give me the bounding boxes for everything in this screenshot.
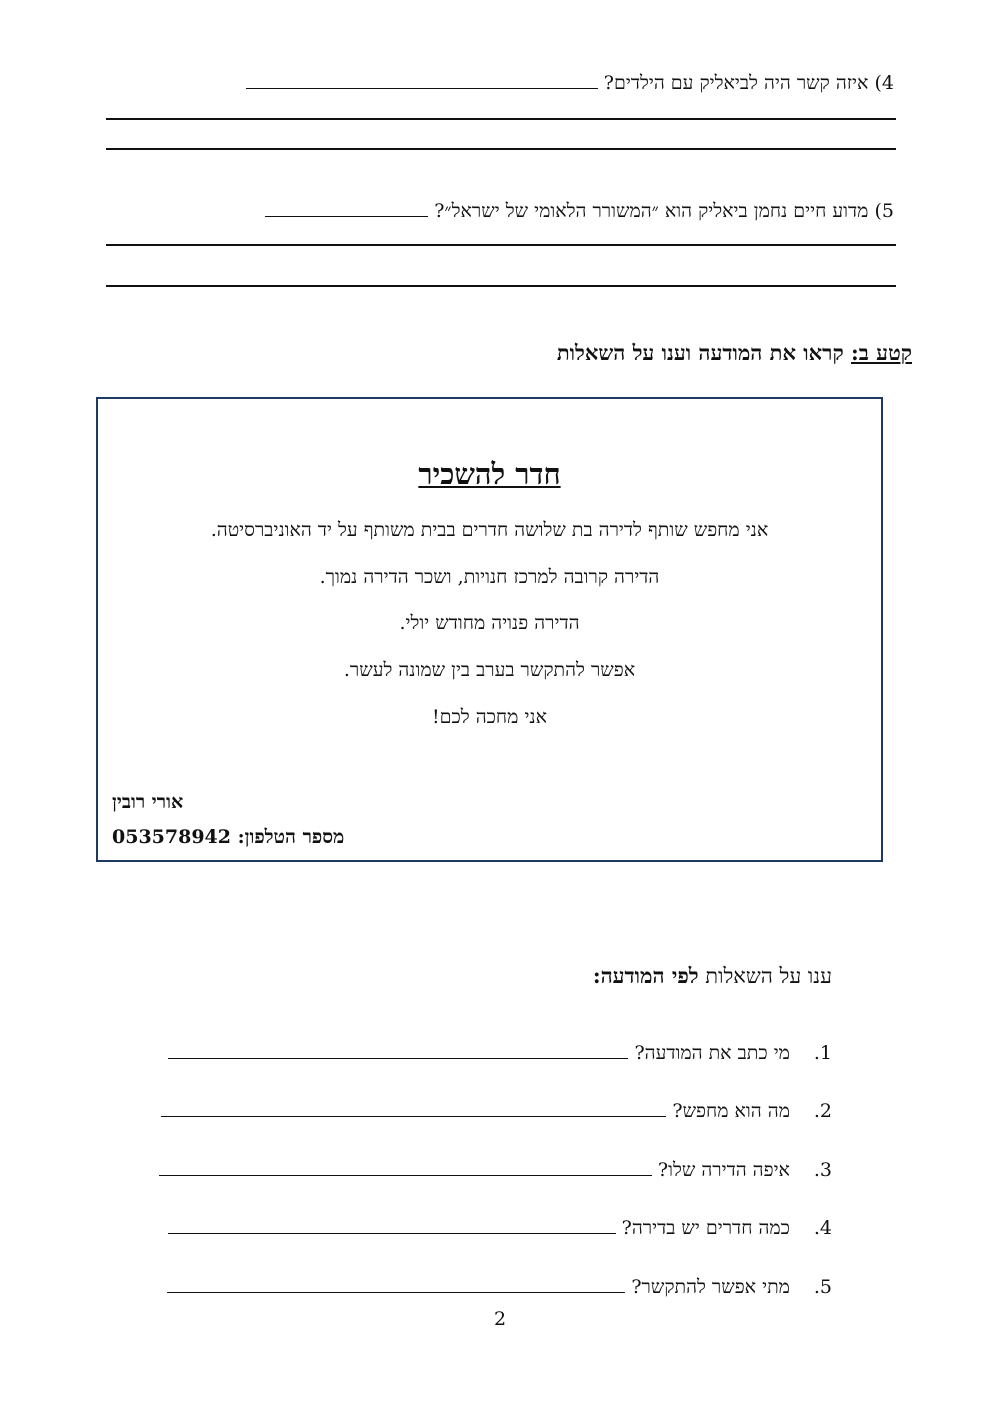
answer-blank[interactable] (168, 1215, 616, 1234)
answer-blank[interactable] (265, 198, 428, 217)
instructions-bold: לפי המודעה: (592, 963, 699, 988)
question-number: 4) (874, 72, 894, 94)
page-number: 2 (493, 1308, 507, 1330)
ad-line: הדירה פנויה מחודש יולי. (399, 612, 580, 634)
question-text: מתי אפשר להתקשר? (631, 1276, 790, 1298)
question-1 (168, 1040, 832, 1065)
question-text: מה הוא מחפש? (672, 1100, 790, 1122)
ad-line: אני מחכה לכם! (431, 706, 548, 728)
ad-phone (112, 826, 344, 849)
question-4 (168, 1215, 832, 1240)
question-4-top (246, 70, 894, 95)
question-text: מי כתב את המודעה? (634, 1042, 790, 1064)
question-number: 1. (813, 1042, 832, 1064)
answer-line[interactable] (106, 244, 896, 246)
ad-title: חדר להשכיר (418, 457, 561, 491)
question-5-top (265, 198, 894, 223)
ad-phone-label: מספר הטלפון: (237, 826, 345, 848)
answer-blank[interactable] (246, 70, 598, 89)
question-number: 5. (813, 1276, 832, 1298)
answer-blank[interactable] (159, 1157, 652, 1176)
question-3 (159, 1157, 832, 1182)
ad-line: הדירה קרובה למרכז חנויות, ושכר הדירה נמוך. (319, 566, 660, 588)
question-number: 2. (813, 1100, 832, 1122)
ad-line: אפשר להתקשר בערב בין שמונה לעשר. (343, 659, 636, 681)
question-text: איזה קשר היה לביאליק עם הילדים? (603, 72, 869, 94)
section-b-title: קראו את המודעה וענו על השאלות (556, 340, 844, 365)
answer-blank[interactable] (167, 1274, 625, 1293)
ad-line: אני מחפש שותף לדירה בת שלושה חדרים בבית משותף על יד האוניברסיטה. (210, 519, 769, 541)
questions-instructions (593, 963, 832, 989)
answer-blank[interactable] (168, 1040, 628, 1059)
section-b-label: קטע ב: (851, 340, 912, 365)
question-2 (161, 1098, 832, 1123)
answer-line[interactable] (106, 285, 896, 287)
ad-signature-name: אורי רובין (112, 791, 184, 813)
question-text: איפה הדירה שלו? (657, 1159, 790, 1181)
question-number: 3. (813, 1159, 832, 1181)
question-number: 5) (874, 200, 894, 222)
answer-line[interactable] (106, 118, 896, 120)
ad-phone-number: 053578942 (112, 826, 231, 848)
answer-line[interactable] (106, 148, 896, 150)
section-b-heading (557, 340, 912, 366)
instructions-prefix: ענו על השאלות (705, 964, 832, 988)
advertisement-box (96, 397, 883, 862)
question-number: 4. (813, 1217, 832, 1239)
question-text: כמה חדרים יש בדירה? (621, 1217, 790, 1239)
question-text: מדוע חיים נחמן ביאליק הוא ״המשורר הלאומי של ישראל״? (434, 200, 869, 222)
answer-blank[interactable] (161, 1098, 666, 1117)
question-5 (167, 1274, 832, 1299)
